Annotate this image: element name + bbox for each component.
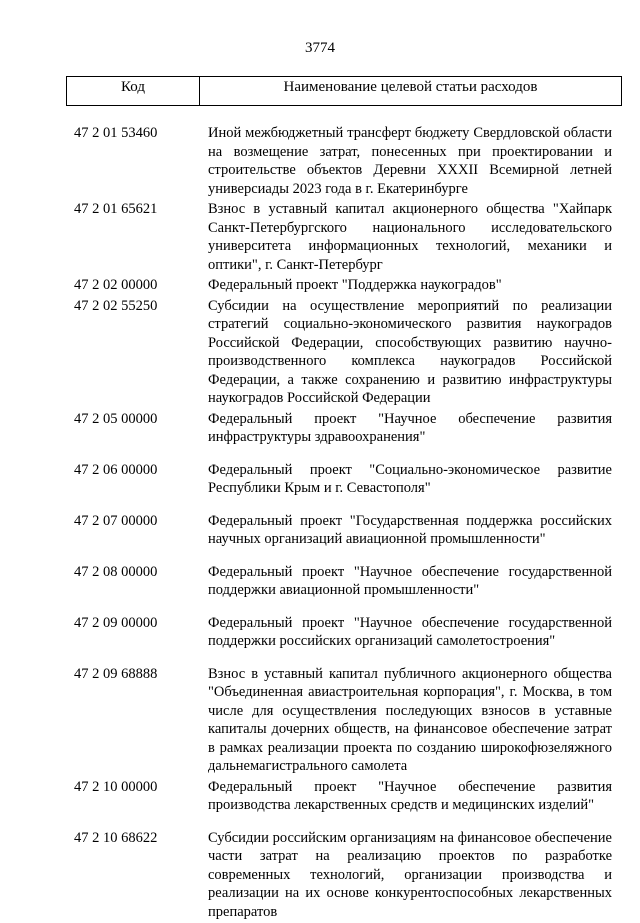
row-text: Федеральный проект "Научное обеспечение развития производства лекарственных средств и медицинских изделий" <box>208 778 612 813</box>
table-row <box>0 512 640 549</box>
row-code: 47 2 02 00000 <box>74 277 158 293</box>
row-code: 47 2 07 00000 <box>74 512 158 529</box>
table-row <box>0 614 640 651</box>
row-text: Федеральный проект "Социально-экономическое развитие Республики Крым и г. Севастополя" <box>208 461 612 496</box>
table-row <box>0 665 640 776</box>
row-text: Иной межбюджетный трансферт бюджету Свердловской области на возмещение затрат, понесенных при проектировании и строительстве объектов Деревни XXXII Всемирной летней универсиады 2023 года в г. Екатеринбурге <box>208 125 612 197</box>
row-text: Федеральный проект "Научное обеспечение развития инфраструктуры здравоохранения" <box>208 410 612 445</box>
row-text: Субсидии на осуществление мероприятий по реализации стратегий социально-экономического развития наукоградов Российской Федерации, способствующих развитию научно-производственного комплекса наукоградов Российской Федерации, а также сохранению и развитию инфраструктуры наукоградов Российской Федерации <box>208 297 612 406</box>
column-header-code: Код <box>67 77 200 105</box>
column-header-name: Наименование целевой статьи расходов <box>283 79 538 95</box>
table-row <box>0 297 640 408</box>
table-row <box>0 461 640 498</box>
row-text: Взнос в уставный капитал публичного акционерного общества "Объединенная авиастроительная корпорация", г. Москва, в том числе для осуществления последующих взносов в уставные капиталы дочерних обществ, на финансовое обеспечение затрат в рамках реализации проекта по созданию широкофюзеляжного дальнемагистрального самолета <box>208 665 612 774</box>
row-text: Федеральный проект "Научное обеспечение государственной поддержки российских организаций самолетостроения" <box>208 614 612 649</box>
row-code: 47 2 10 00000 <box>74 778 158 795</box>
row-code: 47 2 10 68622 <box>74 829 158 846</box>
row-text: Федеральный проект "Поддержка наукоградов" <box>208 277 502 293</box>
table-body <box>0 124 640 923</box>
row-text: Взнос в уставный капитал акционерного общества "Хайпарк Санкт-Петербургского национального исследовательского университета информационных технологий, механики и оптики", г. Санкт-Петербург <box>208 201 612 273</box>
table-row <box>0 276 640 295</box>
row-code: 47 2 08 00000 <box>74 563 158 580</box>
row-code: 47 2 06 00000 <box>74 461 158 478</box>
row-code: 47 2 02 55250 <box>74 297 158 314</box>
page-number: 3774 <box>305 40 335 56</box>
row-text: Федеральный проект "Государственная поддержка российских научных организаций авиационной промышленности" <box>208 512 612 547</box>
row-text: Федеральный проект "Научное обеспечение государственной поддержки авиационной промышленности" <box>208 563 612 598</box>
row-code: 47 2 09 00000 <box>74 614 158 631</box>
row-code: 47 2 09 68888 <box>74 665 158 682</box>
table-row <box>0 410 640 447</box>
table-row <box>0 200 640 274</box>
table-header <box>66 76 622 106</box>
row-text: Субсидии российским организациям на финансовое обеспечение части затрат на реализацию проектов по разработке современных технологий, организации производства и реализации на их основе конкурентоспособных лекарственных препаратов <box>208 829 612 920</box>
table-row <box>0 563 640 600</box>
row-code: 47 2 05 00000 <box>74 410 158 427</box>
row-code: 47 2 01 65621 <box>74 201 158 217</box>
table-row <box>0 778 640 815</box>
row-code: 47 2 01 53460 <box>74 125 158 141</box>
table-row <box>0 124 640 198</box>
table-row <box>0 829 640 922</box>
